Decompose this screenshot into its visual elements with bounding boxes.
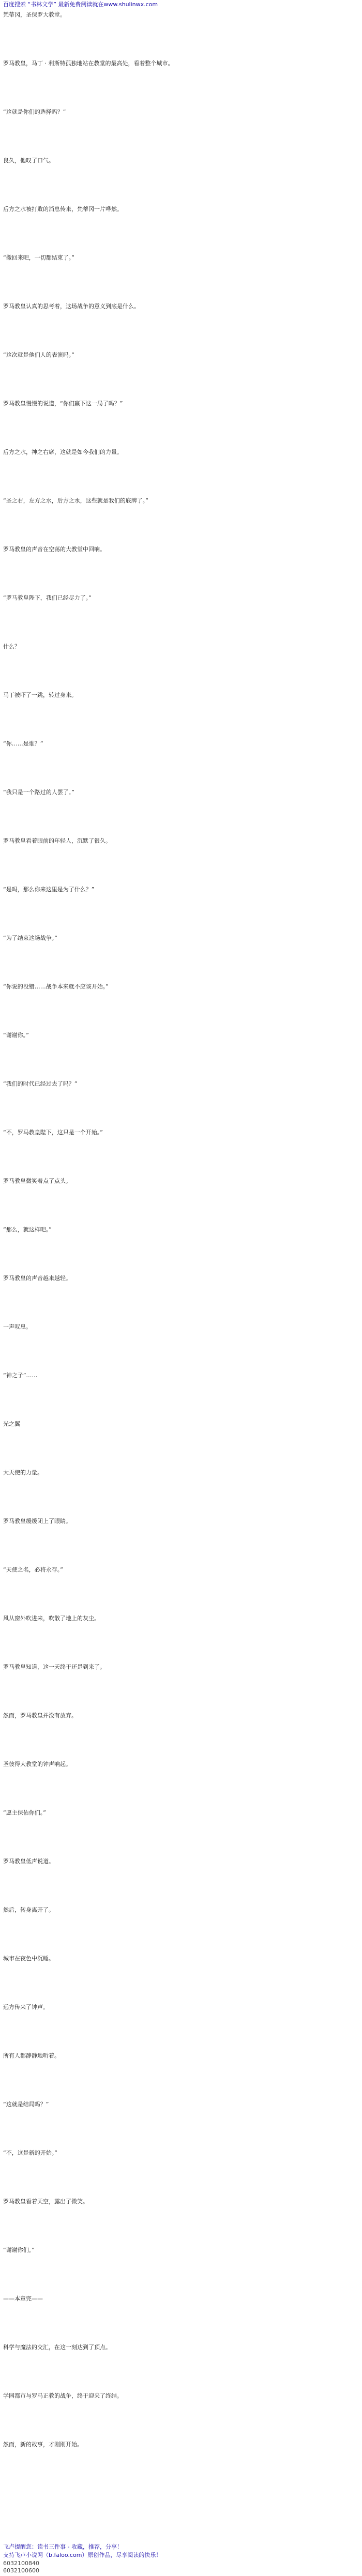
paragraph: “不，这是新的开始。” (3, 2150, 57, 2156)
paragraph: “这次就是他们人的表演吗。” (3, 352, 74, 358)
paragraph: 所有人都静静地听着。 (3, 2052, 60, 2059)
paragraph: “是吗，那么你来这里是为了什么？” (3, 886, 95, 893)
paragraph: 罗马教皇知道，这一天终于还是到来了。 (3, 1664, 105, 1670)
paragraph: 圣彼得大教堂的钟声响起。 (3, 1761, 71, 1767)
paragraph: “谢谢你们。” (3, 2247, 35, 2253)
paragraph: 大天使的力量。 (3, 1469, 43, 1476)
paragraph: 罗马教皇微笑着点了点头。 (3, 1178, 71, 1184)
paragraph: “那么，就这样吧。” (3, 1226, 52, 1233)
paragraph: 后方之水，神之右席，这就是如今我们的力量。 (3, 449, 123, 455)
paragraph: 风从窗外吹进来，吹散了地上的灰尘。 (3, 1615, 100, 1622)
paragraph: “撤回来吧，一切都结束了。” (3, 254, 74, 261)
paragraph: 罗马教皇缓缓闭上了眼睛。 (3, 1518, 71, 1525)
paragraph: 罗马教皇低声说道。 (3, 1858, 54, 1865)
paragraph: “你……是谁？” (3, 740, 43, 747)
paragraph: 然后，转身离开了。 (3, 1907, 54, 1913)
paragraph: 梵蒂冈，圣保罗大教堂。 (3, 11, 66, 18)
paragraph: ——本章完—— (3, 2295, 43, 2302)
paragraph: 光之翼 (3, 1421, 20, 1427)
chapter-note: 飞卢提醒您：读书三件事 - 收藏，推荐，分享！ (3, 2543, 123, 2550)
paragraph: “圣之右，左方之水，后方之水，这些就是我们的底牌了。” (3, 497, 148, 504)
paragraph: “谢谢你。” (3, 1032, 29, 1039)
paragraph: 科学与魔法的交汇，在这一刻达到了顶点。 (3, 2344, 111, 2351)
paragraph: 城市在夜色中沉睡。 (3, 1955, 54, 1962)
paragraph: 后方之水被打败的消息传来，梵蒂冈一片哗然。 (3, 206, 123, 212)
paragraph: 罗马教皇慢慢的说道，“你们赢下这一局了吗？” (3, 400, 123, 407)
paragraph: “你说的没错……战争本来就不应该开始。” (3, 983, 109, 990)
paragraph: 远方传来了钟声。 (3, 2004, 49, 2010)
paragraph: “不，罗马教皇陛下，这只是一个开始。” (3, 1129, 103, 1136)
paragraph: “我们的时代已经过去了吗？” (3, 1080, 78, 1087)
paragraph: “我只是一个路过的人罢了。” (3, 789, 74, 796)
code-line-1: 6032100840 (3, 2560, 39, 2567)
paragraph: 良久，他叹了口气。 (3, 157, 54, 164)
site-footer-link[interactable]: 支持飞卢小说网（b.faloo.com）原创作品，尽享阅读的快乐！ (3, 2552, 162, 2558)
paragraph: 罗马教皇的声音越来越轻。 (3, 1275, 71, 1282)
paragraph: 罗马教皇看着天空，露出了微笑。 (3, 2198, 88, 2205)
paragraph: 罗马教皇，马丁 · 利斯特孤独地站在教堂的最高处，看着整个城市。 (3, 60, 174, 67)
paragraph: “罗马教皇陛下，我们已经尽力了。” (3, 595, 92, 601)
paragraph: 什么？ (3, 643, 20, 650)
paragraph: 然而，新的故事，才刚刚开始。 (3, 2441, 83, 2448)
site-header-link[interactable]: 百度搜索 “书林文学” 最新免费阅读就在www.shulinwx.com (3, 1, 158, 8)
paragraph: 罗马教皇看着眼前的年轻人，沉默了很久。 (3, 837, 111, 844)
paragraph: “这就是你们的选择吗？” (3, 109, 66, 115)
paragraph: 罗马教皇的声音在空荡的大教堂中回响。 (3, 546, 105, 553)
paragraph: 马丁被吓了一跳，转过身来。 (3, 692, 77, 698)
paragraph: “愿主保佑你们。” (3, 1809, 46, 1816)
paragraph: “为了结束这场战争。” (3, 935, 57, 941)
paragraph: “神之子”…… (3, 1372, 38, 1379)
paragraph: 罗马教皇认真的思考着，这场战争的意义到底是什么。 (3, 303, 140, 310)
paragraph: 然而，罗马教皇并没有放弃。 (3, 1712, 77, 1719)
paragraph: “天使之名，必将永存。” (3, 1566, 63, 1573)
paragraph: 学园都市与罗马正教的战争，终于迎来了终结。 (3, 2392, 123, 2399)
code-line-2: 6032100600 (3, 2567, 39, 2574)
paragraph: “这就是结局吗？” (3, 2101, 49, 2108)
paragraph: 一声叹息。 (3, 1323, 32, 1330)
